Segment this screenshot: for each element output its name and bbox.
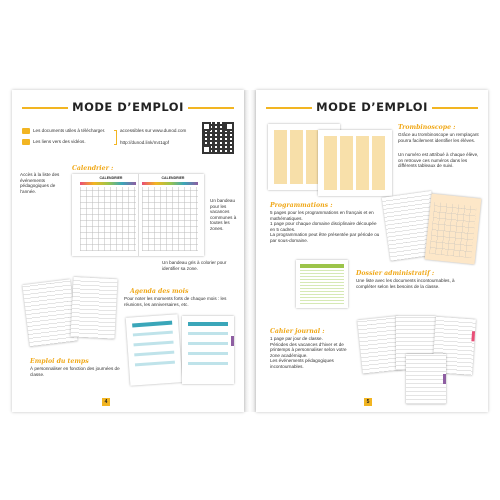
calendar-color-band-left	[80, 182, 136, 185]
videos-label: Les liens vers des vidéos.	[33, 139, 86, 144]
trombi-text-2: Un numéro est attribué à chaque élève, on retrouve ces numéros dans les différents tableaux de suivi.	[398, 152, 479, 169]
download-link[interactable]: http://dunod.link/m41qpf	[120, 140, 170, 145]
prog-item: 5 pages pour les programmations en français et en mathématiques.	[270, 210, 374, 221]
weekly-schedule-thumbnail	[22, 279, 77, 346]
book-gutter	[244, 90, 256, 412]
trombi-heading: Trombinoscope :	[398, 124, 456, 131]
prog-heading: Programmations :	[270, 202, 333, 209]
right-title-bar	[256, 100, 488, 116]
trombinoscope-thumbnail-2	[318, 130, 392, 196]
calendar-grid-right	[142, 187, 198, 251]
page-title: MODE D’EMPLOI	[12, 100, 244, 114]
prog-item: 1 page pour chaque domaine disciplinaire découpée en 5 cadres.	[270, 221, 377, 232]
admin-heading: Dossier administratif :	[356, 270, 435, 277]
emploi-heading: Emploi du temps	[30, 358, 89, 365]
month-page-thumbnail-1	[126, 314, 183, 385]
left-page	[12, 90, 244, 412]
calendrier-text: Accès à la liste des événements pédagogiques de l’année.	[20, 172, 60, 194]
programmation-thumbnail-2	[425, 194, 482, 265]
month-page-thumbnail-2	[182, 316, 234, 384]
trombi-text-1: Grâce au trombinoscope un remplaçant pourra facilement identifier les élèves.	[398, 132, 479, 143]
page-title: MODE D’EMPLOI	[256, 100, 488, 114]
qr-code[interactable]	[202, 122, 234, 154]
dossier-admin-thumbnail	[296, 260, 348, 308]
prog-item: La programmation peut être présentée par période ou par sous-domaine.	[270, 232, 380, 243]
journal-item: Les événements pédagogiques incontournables.	[270, 358, 334, 369]
accessible-label[interactable]: accessibles sur www.dunod.com	[120, 128, 187, 133]
photo-grid-2	[324, 136, 386, 190]
bracket	[114, 130, 117, 145]
right-page	[256, 90, 488, 412]
journal-item: Périodes des vacances d’hiver et de printemps à personnaliser selon votre zone académique.	[270, 341, 347, 358]
journal-item: 1 page par jour de classe.	[270, 336, 323, 341]
journal-heading: Cahier journal :	[270, 328, 325, 335]
video-icon	[22, 139, 30, 145]
calendar-fold	[138, 174, 139, 256]
calendar-color-band-right	[142, 182, 198, 185]
agenda-text: Pour noter les moments forts de chaque mois : les réunions, les anniversaires, etc.	[124, 296, 227, 307]
calendar-title-right: CALENDRIER	[161, 176, 185, 180]
admin-text: Une liste avec les documents incontournables, à compléter selon les besoins de la classe.	[356, 278, 455, 289]
prog-list	[270, 210, 380, 244]
bandeau-text: Un bandeau pour les vacances communes à toutes les zones.	[210, 198, 237, 231]
journal-thumbnail-4	[406, 354, 446, 404]
journal-list	[270, 336, 354, 370]
page-number: 4	[102, 398, 110, 406]
calendar-title-left: CALENDRIER	[99, 176, 123, 180]
month-agenda-thumbnail	[70, 277, 117, 339]
cloud-download-icon	[22, 128, 30, 134]
zone-text: Un bandeau gris à colorier pour identifier sa zone.	[162, 260, 227, 271]
page-number: 5	[364, 398, 372, 406]
calendar-spread-thumbnail	[72, 174, 204, 256]
left-title-bar	[12, 100, 244, 116]
agenda-heading: Agenda des mois	[130, 288, 189, 295]
calendar-grid-left	[80, 187, 136, 251]
docs-label: Les documents utiles à télécharger.	[33, 128, 106, 133]
calendrier-heading: Calendrier :	[72, 165, 114, 172]
emploi-text: À personnaliser en fonction des journées de classe.	[30, 366, 120, 377]
